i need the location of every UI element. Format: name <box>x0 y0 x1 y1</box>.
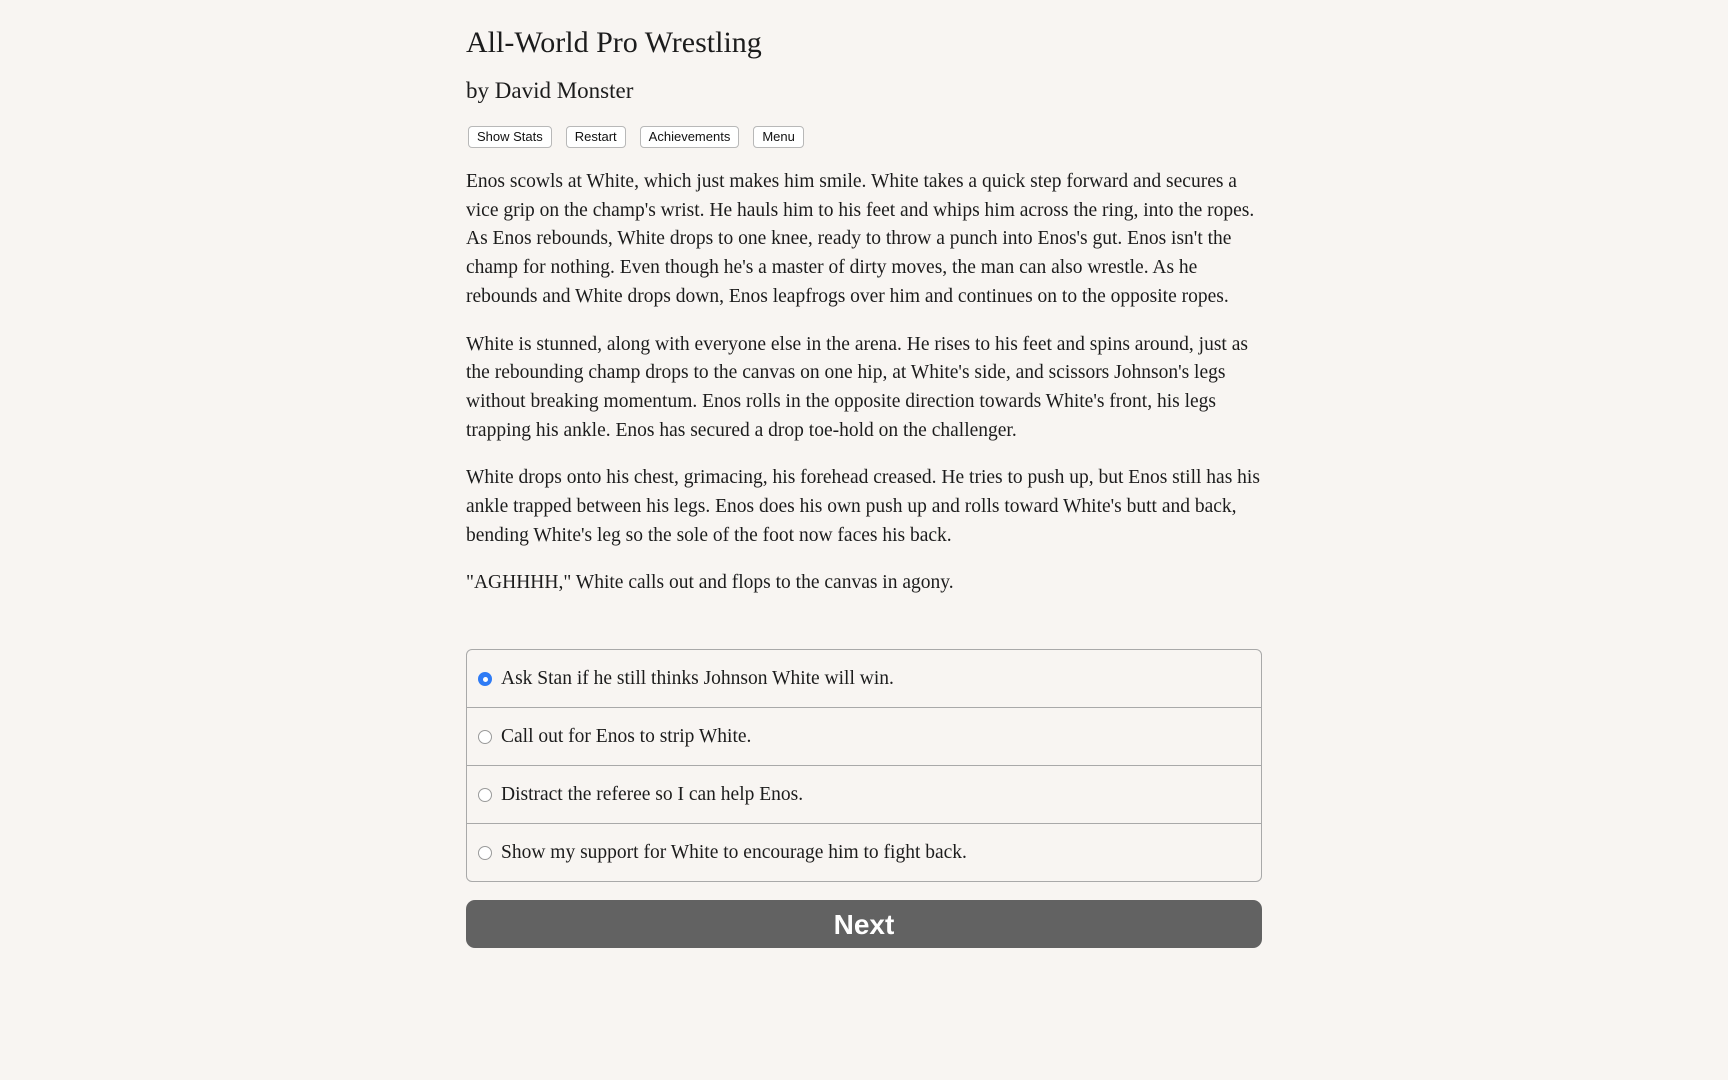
choice-list <box>466 649 1262 882</box>
restart-button[interactable]: Restart <box>566 126 626 148</box>
choice-option[interactable] <box>467 650 1261 707</box>
story-paragraph: "AGHHHH," White calls out and flops to the canvas in agony. <box>466 572 954 594</box>
story-text <box>466 168 1262 617</box>
radio-unselected-icon[interactable] <box>478 788 492 802</box>
story-paragraph: White drops onto his chest, grimacing, his forehead creased. He tries to push up, but Enos still has his ankle trapped between his legs. Enos does his own push up and rolls toward White's butt and back, bending White's leg so the sole of the foot now faces his back. <box>466 467 1260 546</box>
game-author: by David Monster <box>466 78 634 103</box>
achievements-button[interactable]: Achievements <box>640 126 740 148</box>
show-stats-button[interactable]: Show Stats <box>468 126 552 148</box>
story-paragraph: White is stunned, along with everyone else in the arena. He rises to his feet and spins around, just as the rebounding champ drops to the canvas on one hip, at White's side, and scissors Johnson's legs without breaking momentum. Enos rolls in the opposite direction towards White's front, his legs trapping his ankle. Enos has secured a drop toe-hold on the challenger. <box>466 333 1248 441</box>
choice-label: Ask Stan if he still thinks Johnson White will win. <box>501 667 894 689</box>
choice-label: Show my support for White to encourage him to fight back. <box>501 841 967 863</box>
toolbar <box>468 126 804 148</box>
menu-button[interactable]: Menu <box>753 126 804 148</box>
choice-option[interactable] <box>467 765 1261 823</box>
choice-label: Call out for Enos to strip White. <box>501 725 752 747</box>
choice-option[interactable] <box>467 823 1261 881</box>
radio-selected-icon[interactable] <box>478 672 492 686</box>
story-paragraph: Enos scowls at White, which just makes him smile. White takes a quick step forward and secures a vice grip on the champ's wrist. He hauls him to his feet and whips him across the ring, into the ropes. As Enos rebounds, White drops to one knee, ready to throw a punch into Enos's gut. Enos isn't the champ for nothing. Even though he's a master of dirty moves, the man can also wrestle. As he rebounds and White drops down, Enos leapfrogs over him and continues on to the opposite ropes. <box>466 171 1255 307</box>
radio-unselected-icon[interactable] <box>478 730 492 744</box>
choice-label: Distract the referee so I can help Enos. <box>501 783 804 805</box>
choice-option[interactable] <box>467 707 1261 765</box>
game-title: All-World Pro Wrestling <box>466 26 762 59</box>
radio-unselected-icon[interactable] <box>478 846 492 860</box>
next-button[interactable]: Next <box>466 900 1262 948</box>
